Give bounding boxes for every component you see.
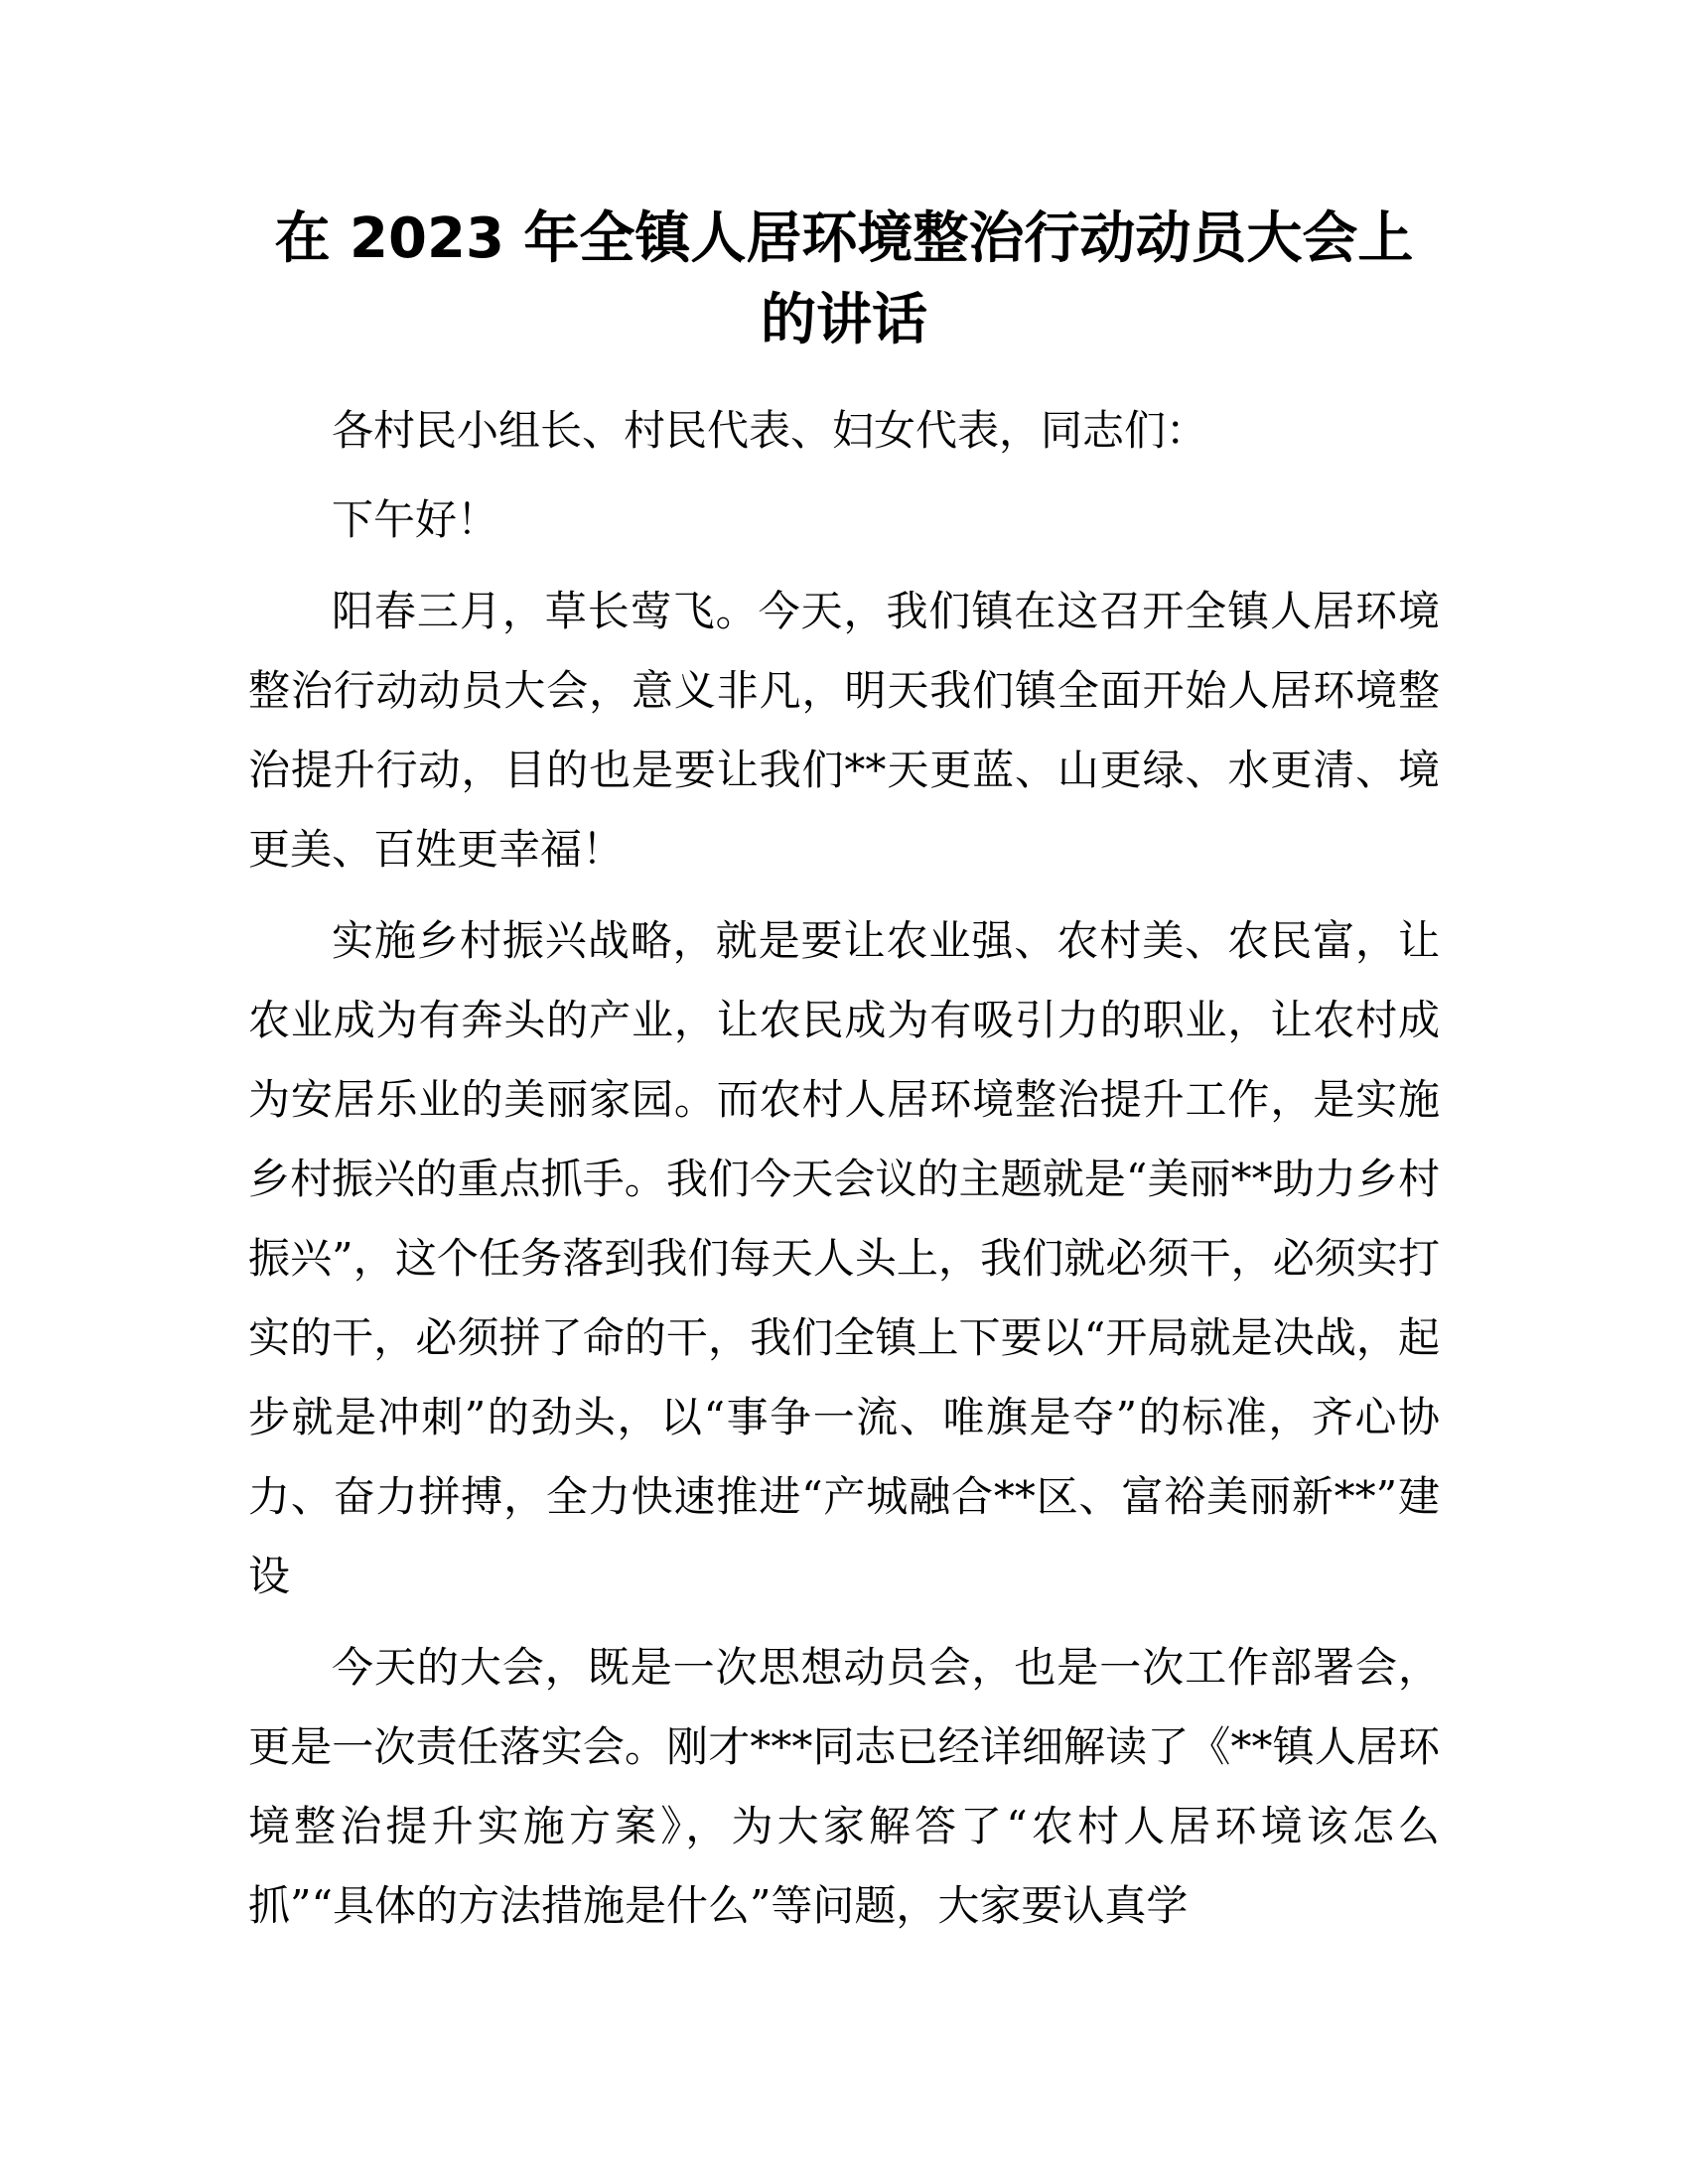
greeting: 下午好！ [332, 495, 499, 544]
paragraph-3: 今天的大会，既是一次思想动员会，也是一次工作部署会，更是一次责任落实会。刚才***同志已经详细解读了《**镇人居环境整治提升实施方案》，为大家解答了“农村人居环境该怎么抓”“具体的方法措施是什么”等问题，大家要认真学 [248, 1643, 1440, 1930]
paragraph-2: 实施乡村振兴战略，就是要让农业强、农村美、农民富，让农业成为有奔头的产业，让农民成为有吸引力的职业，让农村成为安居乐业的美丽家园。而农村人居环境整治提升工作，是实施乡村振兴的重点抓手。我们今天会议的主题就是“美丽**助力乡村振兴”，这个任务落到我们每天人头上，我们就必须干，必须实打实的干，必须拼了命的干，我们全镇上下要以“开局就是决战，起步就是冲刺”的劲头，以“事争一流、唯旗是夺”的标准，齐心协力、奋力拼搏，全力快速推进“产城融合**区、富裕美丽新**”建设 [248, 916, 1440, 1600]
salutation: 各村民小组长、村民代表、妇女代表，同志们： [332, 406, 1208, 455]
paragraph-1: 阳春三月，草长莺飞。今天，我们镇在这召开全镇人居环境整治行动动员大会，意义非凡，明天我们镇全面开始人居环境整治提升行动，目的也是要让我们**天更蓝、山更绿、水更清、境更美、百姓更幸福！ [248, 587, 1440, 874]
document-title: 在 2023 年全镇人居环境整治行动动员大会上的讲话 [274, 206, 1414, 352]
document-body [248, 199, 1440, 1946]
